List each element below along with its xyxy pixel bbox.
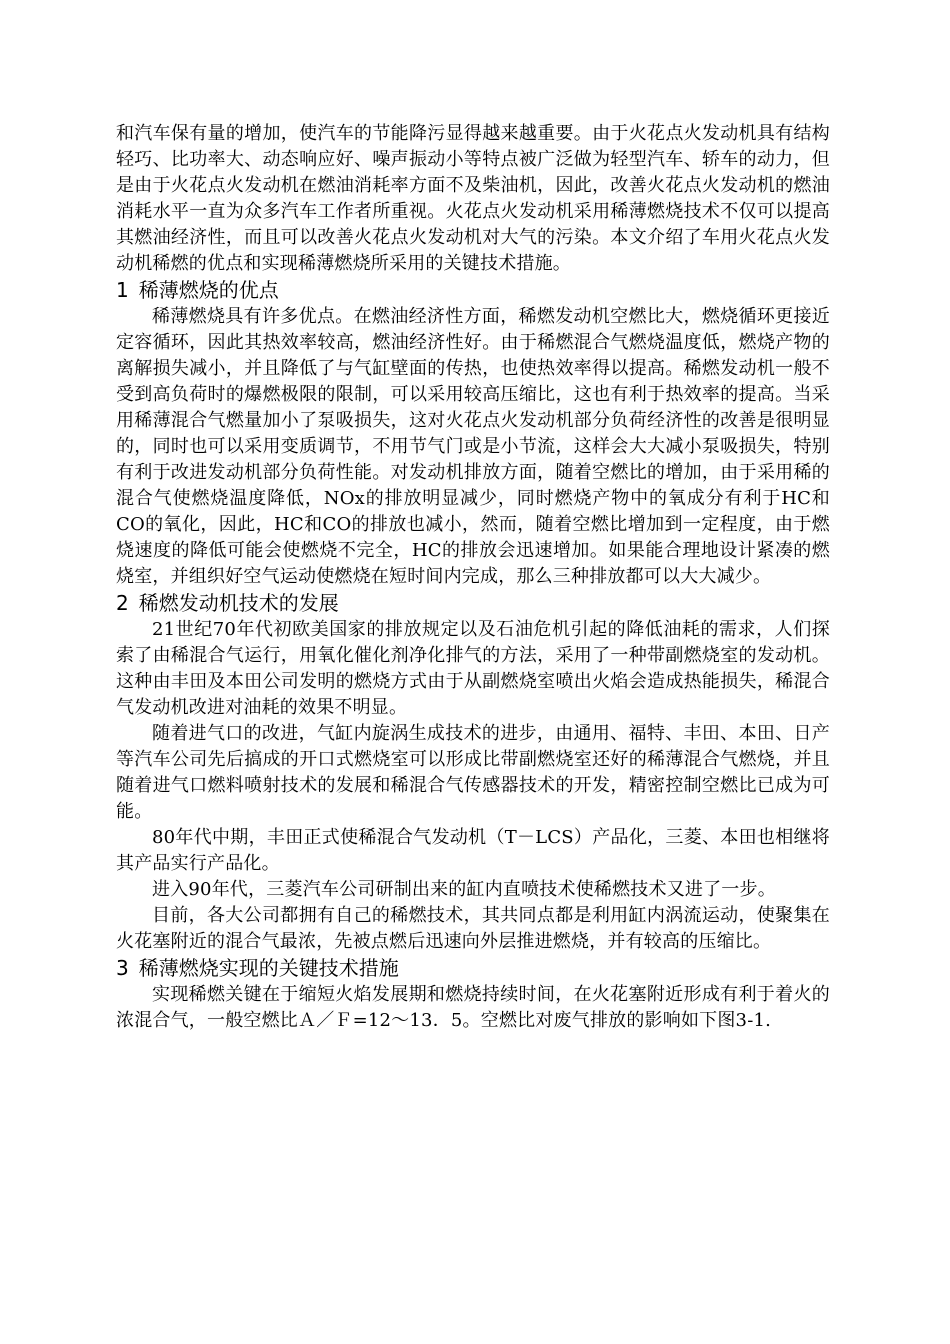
section-number: 2 (116, 591, 129, 615)
section-heading-3 (116, 955, 830, 982)
section-2-paragraph-5: 目前，各大公司都拥有自己的稀燃技术，其共同点都是利用缸内涡流运动，使聚集在火花塞附近的混合气最浓，先被点燃后迅速向外层推进燃烧，并有较高的压缩比。 (116, 905, 830, 952)
section-number: 1 (116, 278, 129, 302)
section-number: 3 (116, 956, 129, 980)
section-2-paragraph-4: 进入90年代，三菱汽车公司研制出来的缸内直喷技术使稀燃技术又进了一步。 (152, 879, 776, 900)
section-title: 稀薄燃烧实现的关键技术措施 (138, 956, 399, 980)
section-2-paragraph-2: 随着进气口的改进，气缸内旋涡生成技术的进步，由通用、福特、丰田、本田、日产等汽车公司先后搞成的开口式燃烧室可以形成比带副燃烧室还好的稀薄混合气燃烧，并且随着进气口燃料喷射技术的发展和稀混合气传感器技术的开发，精密控制空燃比已成为可能。 (116, 723, 830, 822)
section-2-paragraph-3: 80年代中期，丰田正式使稀混合气发动机（T－LCS）产品化，三菱、本田也相继将其产品实行产品化。 (116, 827, 830, 874)
intro-paragraph: 和汽车保有量的增加，使汽车的节能降污显得越来越重要。由于火花点火发动机具有结构轻巧、比功率大、动态响应好、噪声振动小等特点被广泛做为轻型汽车、轿车的动力，但是由于火花点火发动机在燃油消耗率方面不及柴油机，因此，改善火花点火发动机的燃油消耗水平一直为众多汽车工作者所重视。火花点火发动机采用稀薄燃烧技术不仅可以提高其燃油经济性，而且可以改善火花点火发动机对大气的污染。本文介绍了车用火花点火发动机稀燃的优点和实现稀薄燃烧所采用的关键技术措施。 (116, 123, 830, 274)
section-title: 稀薄燃烧的优点 (138, 278, 279, 302)
section-heading-2 (116, 590, 830, 617)
section-1-paragraph-1: 稀薄燃烧具有许多优点。在燃油经济性方面，稀燃发动机空燃比大，燃烧循环更接近定容循环，因此其热效率较高，燃油经济性好。由于稀燃混合气燃烧温度低，燃烧产物的离解损失减小，并且降低了与气缸壁面的传热，也使热效率得以提高。稀燃发动机一般不受到高负荷时的爆燃极限的限制，可以采用较高压缩比，这也有利于热效率的提高。当采用稀薄混合气燃量加小了泵吸损失，这对火花点火发动机部分负荷经济性的改善是很明显的，同时也可以采用变质调节，不用节气门或是小节流，这样会大大减小泵吸损失，特别有利于改进发动机部分负荷性能。对发动机排放方面，随着空燃比的增加，由于采用稀的混合气使燃烧温度降低，NOx的排放明显减少，同时燃烧产物中的氧成分有利于HC和CO的氧化，因此，HC和CO的排放也减小，然而，随着空燃比增加到一定程度，由于燃烧速度的降低可能会使燃烧不完全，HC的排放会迅速增加。如果能合理地设计紧凑的燃烧室，并组织好空气运动使燃烧在短时间内完成，那么三种排放都可以大大减少。 (116, 306, 830, 587)
section-heading-1 (116, 277, 830, 304)
section-title: 稀燃发动机技术的发展 (138, 591, 339, 615)
section-2-paragraph-1: 21世纪70年代初欧美国家的排放规定以及石油危机引起的降低油耗的需求，人们探索了由稀混合气运行，用氧化催化剂净化排气的方法，采用了一种带副燃烧室的发动机。这种由丰田及本田公司发明的燃烧方式由于从副燃烧室喷出火焰会造成热能损失，稀混合气发动机改进对油耗的效果不明显。 (116, 619, 830, 718)
document-body (116, 121, 830, 1034)
section-3-paragraph-1: 实现稀燃关键在于缩短火焰发展期和燃烧持续时间，在火花塞附近形成有利于着火的浓混合气，一般空燃比Ａ／Ｆ=12～13．5。空燃比对废气排放的影响如下图3-1. (116, 984, 830, 1031)
